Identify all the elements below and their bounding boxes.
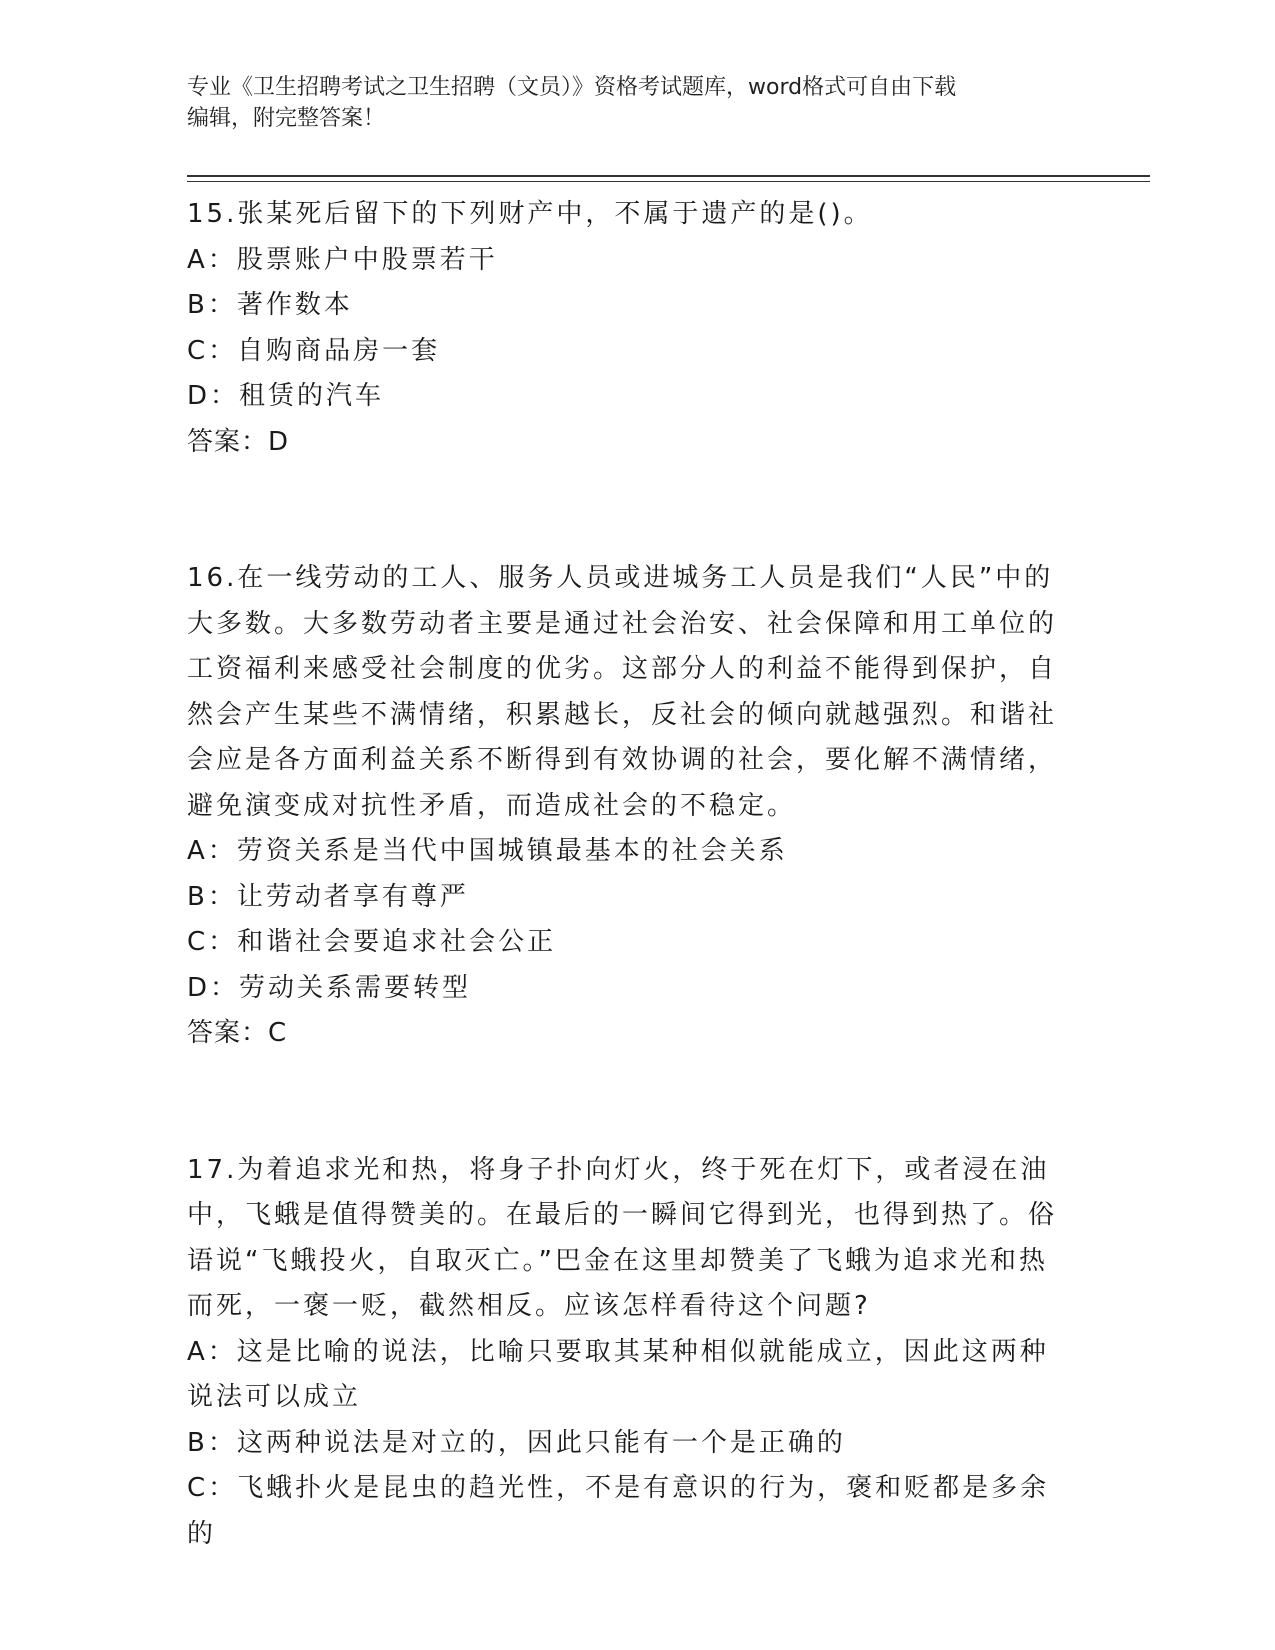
answer: 答案：C <box>187 1018 288 1048</box>
option-c: C：和谐社会要追求社会公正 <box>187 927 557 957</box>
option-b: B：这两种说法是对立的，因此只能有一个是正确的 <box>187 1427 846 1458</box>
question-15 <box>187 192 1067 465</box>
option-c: C：飞蛾扑火是昆虫的趋光性，不是有意识的行为，褒和贬都是多余的 <box>187 1473 1050 1549</box>
option-d: D：劳动关系需要转型 <box>187 972 472 1003</box>
header-line-2: 编辑，附完整答案！ <box>187 106 386 131</box>
option-a: A：这是比喻的说法，比喻只要取其某种相似就能成立，因此这两种说法可以成立 <box>187 1336 1049 1412</box>
option-c: C：自购商品房一套 <box>187 335 441 366</box>
option-a: A：劳资关系是当代中国城镇最基本的社会关系 <box>187 836 788 866</box>
question-16 <box>187 556 1067 1057</box>
header-line-1: 专业《卫生招聘考试之卫生招聘（文员）》资格考试题库，word格式可自由下载 <box>187 75 957 100</box>
question-stem: 17.为着追求光和热，将身子扑向灯火，终于死在灯下，或者浸在油中，飞蛾是值得赞美的。在最后的一瞬间它得到光，也得到热了。俗语说“飞蛾投火，自取灭亡。”巴金在这里却赞美了飞蛾为追求光和热而死，一褒一贬，截然相反。应该怎样看待这个问题? <box>187 1154 1058 1321</box>
question-stem: 15.张某死后留下的下列财产中，不属于遗产的是()。 <box>187 199 873 229</box>
option-b: B：让劳动者享有尊严 <box>187 881 469 912</box>
document-header <box>187 72 1067 134</box>
header-divider-thin <box>187 181 1150 182</box>
question-spacer <box>187 1057 1067 1148</box>
option-a: A：股票账户中股票若干 <box>187 244 498 275</box>
answer: 答案：D <box>187 426 290 457</box>
question-spacer <box>187 465 1067 556</box>
option-d: D：租赁的汽车 <box>187 381 385 411</box>
option-b: B：著作数本 <box>187 290 353 320</box>
question-stem: 16.在一线劳动的工人、服务人员或进城务工人员是我们“人民”中的大多数。大多数劳动者主要是通过社会治安、社会保障和用工单位的工资福利来感受社会制度的优劣。这部分人的利益不能得到保护，自然会产生某些不满情绪，积累越长，反社会的倾向就越强烈。和谐社会应是各方面利益关系不断得到有效协调的社会，要化解不满情绪，避免演变成对抗性矛盾，而造成社会的不稳定。 <box>187 563 1058 821</box>
question-17 <box>187 1148 1067 1558</box>
question-list <box>187 192 1067 1557</box>
header-divider-thick <box>187 175 1150 177</box>
